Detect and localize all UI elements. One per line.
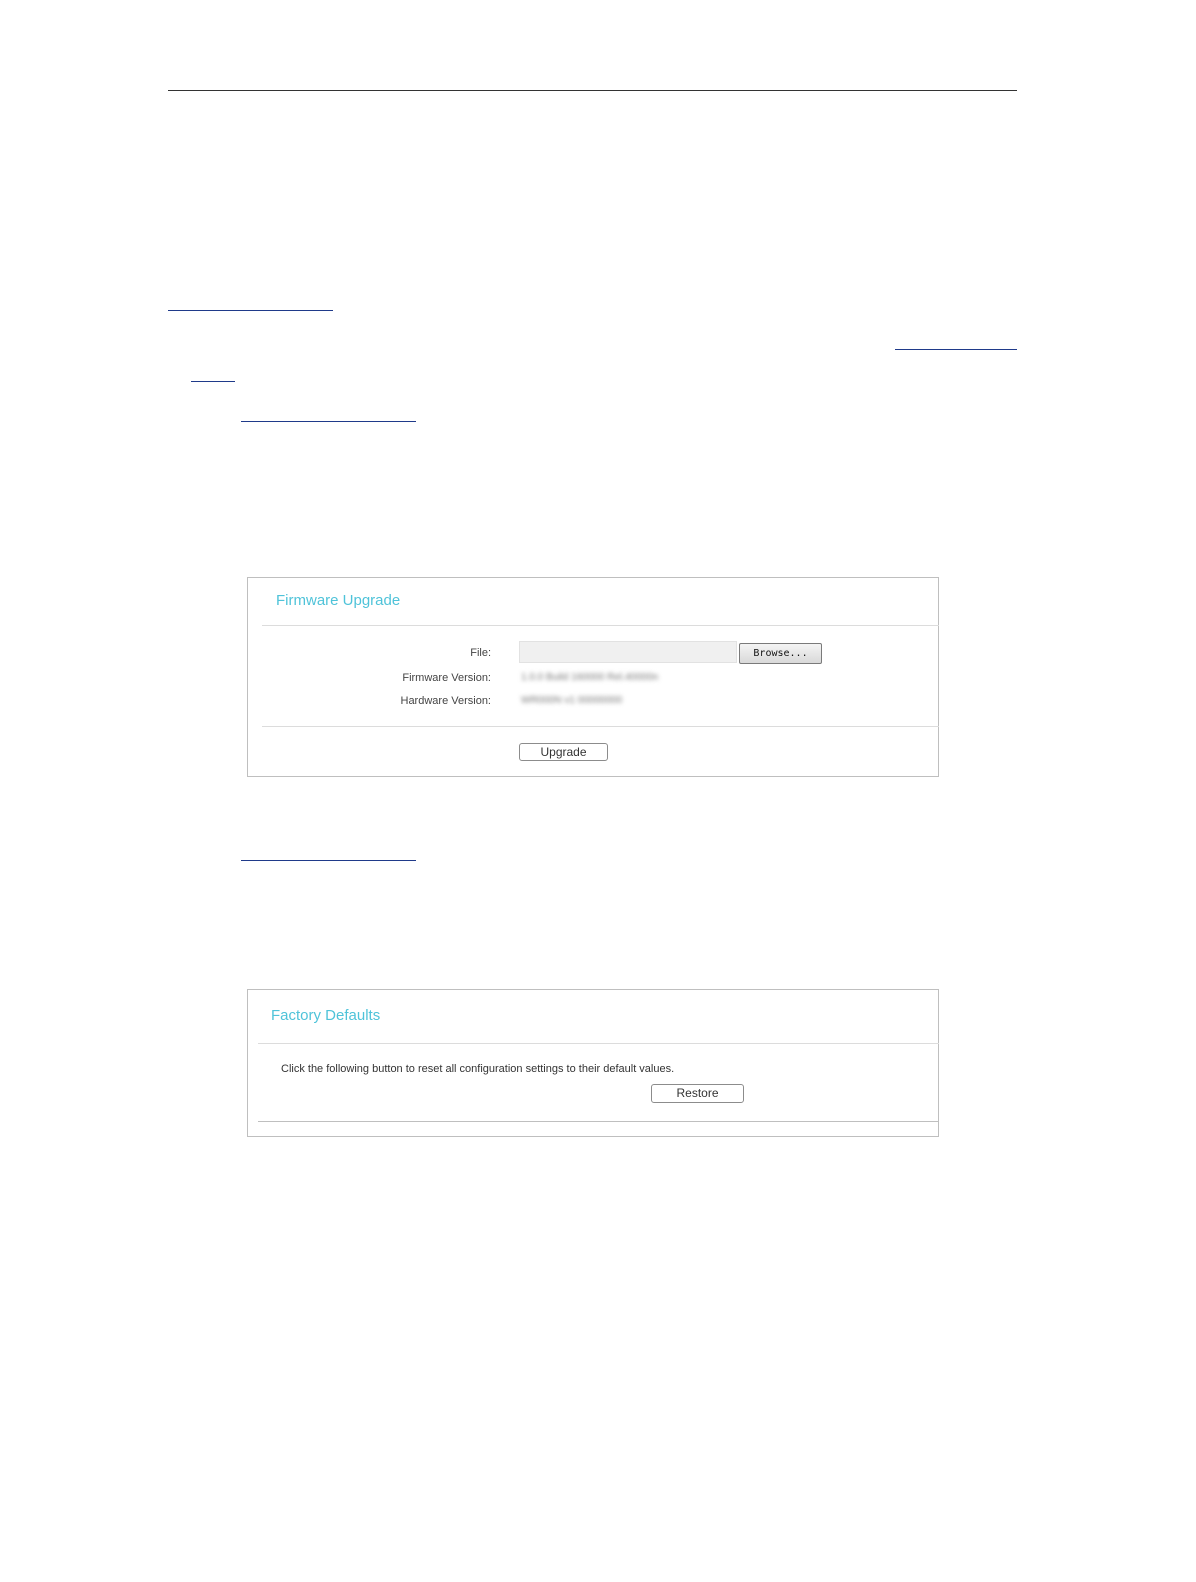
hardware-version-value: WR000N v1 00000000 [521,695,623,706]
header-rule [168,90,1017,91]
factory-defaults-panel [247,989,939,1137]
file-input[interactable] [519,641,737,663]
hardware-version-label: Hardware Version: [400,695,491,707]
file-label: File: [470,647,491,659]
upgrade-button[interactable]: Upgrade [519,743,608,761]
divider [258,1043,939,1044]
reset-description: Click the following button to reset all configuration settings to their default values. [281,1063,675,1075]
firmware-upgrade-panel [247,577,939,777]
link-underline[interactable] [191,381,235,382]
divider [262,625,939,626]
browse-button[interactable]: Browse... [739,643,822,664]
restore-button[interactable]: Restore [651,1084,744,1103]
link-underline[interactable] [895,349,1017,350]
divider [258,1121,939,1122]
panel-title: Firmware Upgrade [276,592,401,609]
link-underline[interactable] [241,421,416,422]
link-underline[interactable] [241,860,416,861]
firmware-version-label: Firmware Version: [402,672,491,684]
panel-title: Factory Defaults [271,1007,381,1024]
divider [262,726,939,727]
link-underline[interactable] [168,310,333,311]
firmware-version-value: 1.0.0 Build 160000 Rel.40000n [521,672,659,683]
